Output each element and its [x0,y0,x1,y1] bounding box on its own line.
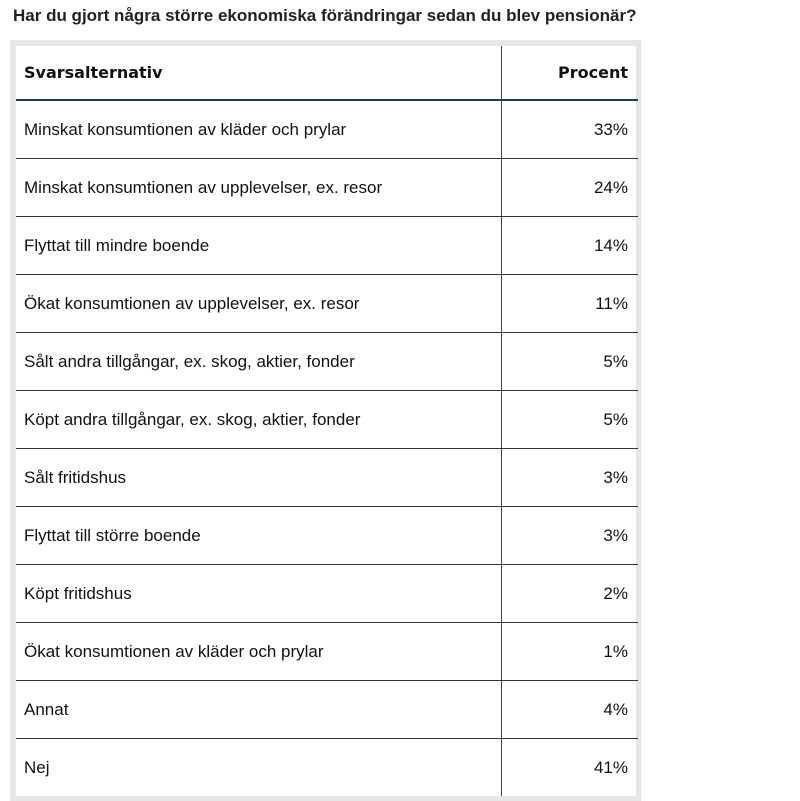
table-row [16,275,638,333]
table-row [16,217,638,275]
answer-percent: 33% [501,100,638,159]
answer-percent: 14% [501,217,638,275]
answer-label: Köpt andra tillgångar, ex. skog, aktier, fonder [16,391,501,449]
answer-label: Minskat konsumtionen av kläder och prylar [16,100,501,159]
answer-label: Flyttat till större boende [16,507,501,565]
answer-percent: 3% [501,449,638,507]
answer-label: Köpt fritidshus [16,565,501,623]
answer-percent: 41% [593,757,628,777]
answer-label: Sålt andra tillgångar, ex. skog, aktier, fonder [16,333,501,391]
table-row [16,159,638,217]
answer-percent: 1% [501,623,638,681]
answer-label: Ökat konsumtionen av upplevelser, ex. resor [16,275,501,333]
question-title: Har du gjort några större ekonomiska förändringar sedan du blev pensionär? [13,6,637,25]
answer-percent: 24% [501,159,638,217]
table-row [16,391,638,449]
answer-percent: 4% [501,681,638,739]
column-header-percent: Procent [501,46,638,100]
table-row [16,739,638,797]
table-row [16,507,638,565]
answer-label: Flyttat till mindre boende [16,217,501,275]
results-table-frame [10,40,641,801]
answer-percent: 5% [501,391,638,449]
table-row [16,100,638,159]
table-row [16,333,638,391]
answer-percent: 3% [501,507,638,565]
answer-percent: 11% [501,275,638,333]
answer-label: Sålt fritidshus [16,449,501,507]
answer-label: Nej [16,739,501,797]
header-row [16,46,638,100]
answer-label: Annat [16,681,501,739]
results-table [16,46,638,796]
table-row [16,623,638,681]
column-header-answer: Svarsalternativ [16,46,501,100]
table-row [16,681,638,739]
table-row [16,449,638,507]
answer-label: Minskat konsumtionen av upplevelser, ex. resor [16,159,501,217]
answer-percent: 5% [501,333,638,391]
table-row [16,565,638,623]
answer-label: Ökat konsumtionen av kläder och prylar [16,623,501,681]
answer-percent: 2% [501,565,638,623]
